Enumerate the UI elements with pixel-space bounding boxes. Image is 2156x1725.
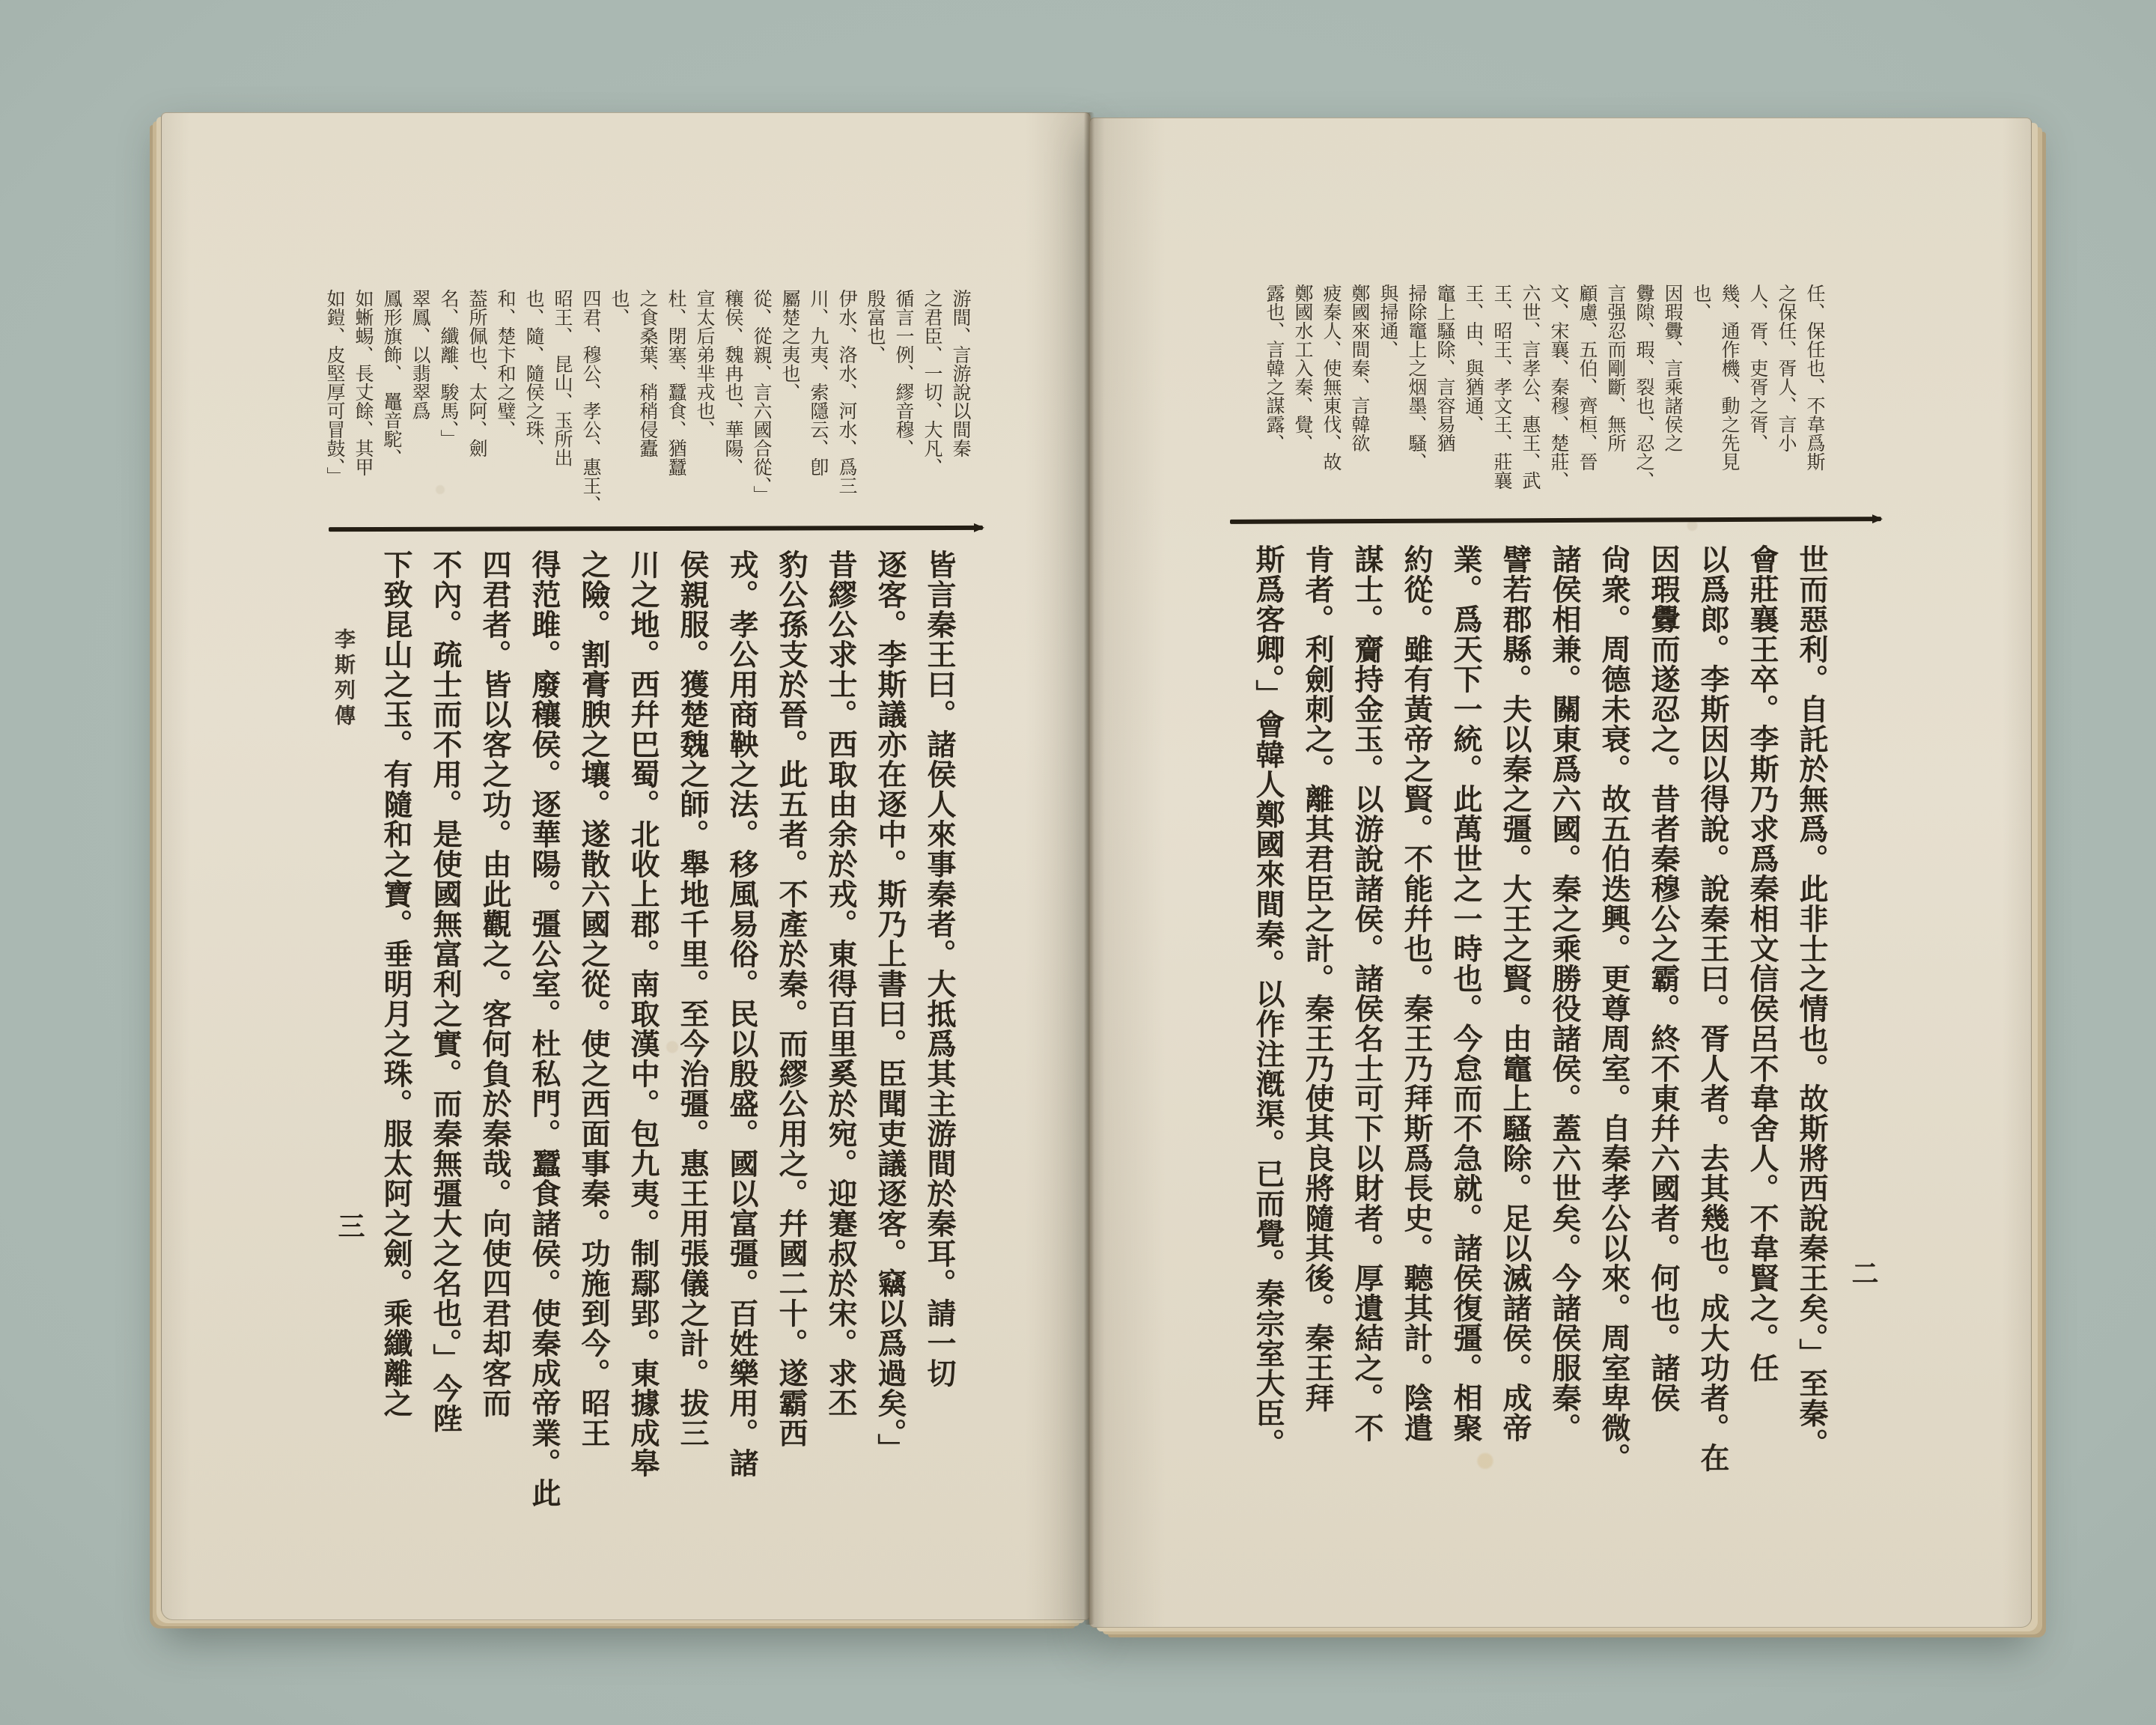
text-column: 以爲郎。李斯因以得說。說秦王曰。胥人者。去其幾也。成大功者。在 [1696, 544, 1729, 1473]
text-column: 釁隙、瑕、裂也、忍之、 [1633, 284, 1654, 490]
text-column: 露也、言韓之謀露、 [1264, 284, 1284, 452]
text-column: 與掃通、 [1377, 284, 1398, 359]
text-column: 伊水、洛水、河水、爲三 [836, 289, 856, 495]
text-column: 昭王、 昆山、玉所出 [552, 289, 572, 467]
text-column: 因瑕釁、言乘諸侯之 [1662, 284, 1682, 452]
text-column: 和、楚卞和之璧、 [495, 289, 515, 439]
text-column: 業。爲天下一統。此萬世之一時也。今怠而不急就。諸侯復彊。相聚 [1449, 544, 1482, 1443]
text-column: 從、從親、言六國合從、」 [751, 289, 771, 505]
text-column: 翠鳳、以翡翠爲 [409, 289, 430, 420]
text-column: 尙衆。周德未衰。故五伯迭興。更尊周室。自秦孝公以來。周室卑微。 [1598, 544, 1630, 1473]
left-main-text [371, 550, 963, 1508]
text-column: 幾、通作機、動之先見 [1719, 284, 1739, 471]
text-column: 謀士。齎持金玉。以游說諸侯。諸侯名士可下以財者。厚遺結之。不 [1350, 544, 1383, 1443]
text-column: 下致昆山之玉。有隨和之寶。垂明月之珠。服太阿之劍。乘纖離之 [380, 550, 412, 1418]
running-title: 李斯列傳 [332, 628, 355, 730]
text-column: 四君、穆公、孝公、惠王、 [580, 289, 600, 514]
text-column: 因瑕釁而遂忍之。昔者秦穆公之霸。終不東幷六國者。何也。諸侯 [1647, 544, 1679, 1413]
text-column: 鄭國來間秦、言韓欲 [1349, 284, 1369, 452]
text-column: 屬楚之夷也、 [779, 289, 800, 401]
text-column: 四君者。皆以客之功。由此觀之。客何負於秦哉。向使四君却客而 [478, 550, 511, 1418]
text-column: 竈上騷除、言容易猶 [1434, 284, 1455, 452]
text-column: 任、保任也、不韋爲斯 [1804, 284, 1824, 471]
text-column: 斯爲客卿。」會韓人鄭國來間秦。以作注漑渠。已而覺。秦宗室大臣。 [1252, 544, 1284, 1458]
right-main-text [1243, 544, 1836, 1503]
text-column: 約從。雖有黃帝之賢。不能幷也。秦王乃拜斯爲長史。聽其計。陰遣 [1400, 544, 1432, 1443]
text-column: 川、九夷、索隱云、卽 [808, 289, 828, 476]
text-column: 葢所佩也、太阿、劍 [466, 289, 487, 457]
text-column: 也、 [1690, 284, 1711, 321]
text-column: 譬若郡縣。夫以秦之彊。大王之賢。由竈上騷除。足以滅諸侯。成帝 [1499, 544, 1531, 1443]
text-column: 得范雎。廢穰侯。逐華陽。彊公室。杜私門。蠶食諸侯。使秦成帝業。此 [528, 550, 560, 1508]
text-column: 人、胥、吏胥之胥、 [1747, 284, 1767, 452]
text-column: 顧慮、五伯、齊桓、晉 [1577, 284, 1597, 471]
text-column: 鄭國水工入秦、覺、 [1292, 284, 1312, 452]
text-column: 六世、言孝公、惠王、武 [1520, 284, 1540, 490]
right-annotation-block [1259, 284, 1828, 531]
left-annotation-block [320, 289, 974, 536]
text-column: 名、纖離、駿馬、」 [438, 289, 458, 448]
text-column: 也、隨、隨侯之珠、 [523, 289, 543, 457]
text-column: 言强忍而剛斷、無所 [1605, 284, 1625, 452]
text-column: 昔繆公求士。西取由余於戎。東得百里奚於宛。迎蹇叔於宋。求丕 [824, 550, 856, 1418]
text-column: 逐客。李斯議亦在逐中。斯乃上書曰。臣聞吏議逐客。竊以爲過矣。」 [874, 550, 906, 1464]
text-column: 也、 [609, 289, 629, 326]
text-column: 肯者。利劍刺之。離其君臣之計。秦王乃使其良將隨其後。秦王拜 [1301, 544, 1333, 1413]
book-gutter [1084, 112, 1094, 1625]
text-column: 王、昭王、孝文王、莊襄 [1491, 284, 1511, 490]
text-column: 諸侯相兼。關東爲六國。秦之乘勝役諸侯。蓋六世矣。今諸侯服秦。 [1548, 544, 1580, 1443]
text-column: 如鎧、皮堅厚可冒鼓、」 [324, 289, 344, 486]
text-column: 游間、言游說以間秦 [950, 289, 970, 457]
page-left [161, 112, 1091, 1620]
text-column: 文、宋襄、秦穆、楚莊、 [1548, 284, 1568, 490]
text-column: 循言一例、繆音穆、 [893, 289, 913, 457]
text-column: 之保任、胥人、言小 [1776, 284, 1796, 452]
text-column: 之食桑葉、稍稍侵蠹 [637, 289, 657, 457]
text-column: 之君臣、一切、大凡、 [922, 289, 942, 476]
text-column: 疲秦人、使無東伐、故 [1321, 284, 1341, 471]
text-column: 鳳形旗飾、 鼉音駝、 [381, 289, 401, 467]
text-column: 侯親服。獲楚魏之師。舉地千里。至今治彊。惠王用張儀之計。拔三 [676, 550, 708, 1448]
text-column: 不內。疏士而不用。是使國無富利之實。而秦無彊大之名也。」今陛 [429, 550, 461, 1434]
left-page-number: 三 [335, 1212, 365, 1239]
text-column: 會莊襄王卒。李斯乃求爲秦相文信侯呂不韋舍人。不韋賢之。任 [1746, 544, 1778, 1383]
text-column: 戎。孝公用商鞅之法。移風易俗。民以殷盛。國以富彊。百姓樂用。諸 [725, 550, 758, 1478]
text-column: 世而惡利。自託於無爲。此非士之情也。故斯將西說秦王矣。」至秦。 [1795, 544, 1827, 1458]
text-column: 豹公孫支於晉。此五者。不產於秦。而繆公用之。幷國二十。遂霸西 [775, 550, 807, 1448]
text-column: 穰侯、魏冉也、華陽、 [722, 289, 743, 476]
text-column: 川之地。西幷巴蜀。北收上郡。南取漢中。包九夷。制鄢郢。東據成皋 [627, 550, 659, 1478]
text-column: 皆言秦王曰。諸侯人來事秦者。大抵爲其主游間於秦耳。請一切 [923, 550, 955, 1388]
text-column: 宣太后弟芈戎也、 [694, 289, 714, 439]
text-column: 殷富也、 [865, 289, 885, 364]
right-page-number: 二 [1848, 1259, 1878, 1286]
text-column: 如蜥蜴、長丈餘、其甲 [353, 289, 373, 476]
text-column: 王、由、與猶通、 [1463, 284, 1483, 433]
text-column: 之險。割膏腴之壤。遂散六國之從。使之西面事秦。功施到今。昭王 [577, 550, 609, 1448]
text-column: 掃除竈上之烟墨、騷、 [1406, 284, 1426, 471]
page-right [1089, 118, 2032, 1628]
text-column: 杜、閉塞、蠶食、猶蠶 [666, 289, 686, 476]
book-spread [161, 112, 2030, 1628]
